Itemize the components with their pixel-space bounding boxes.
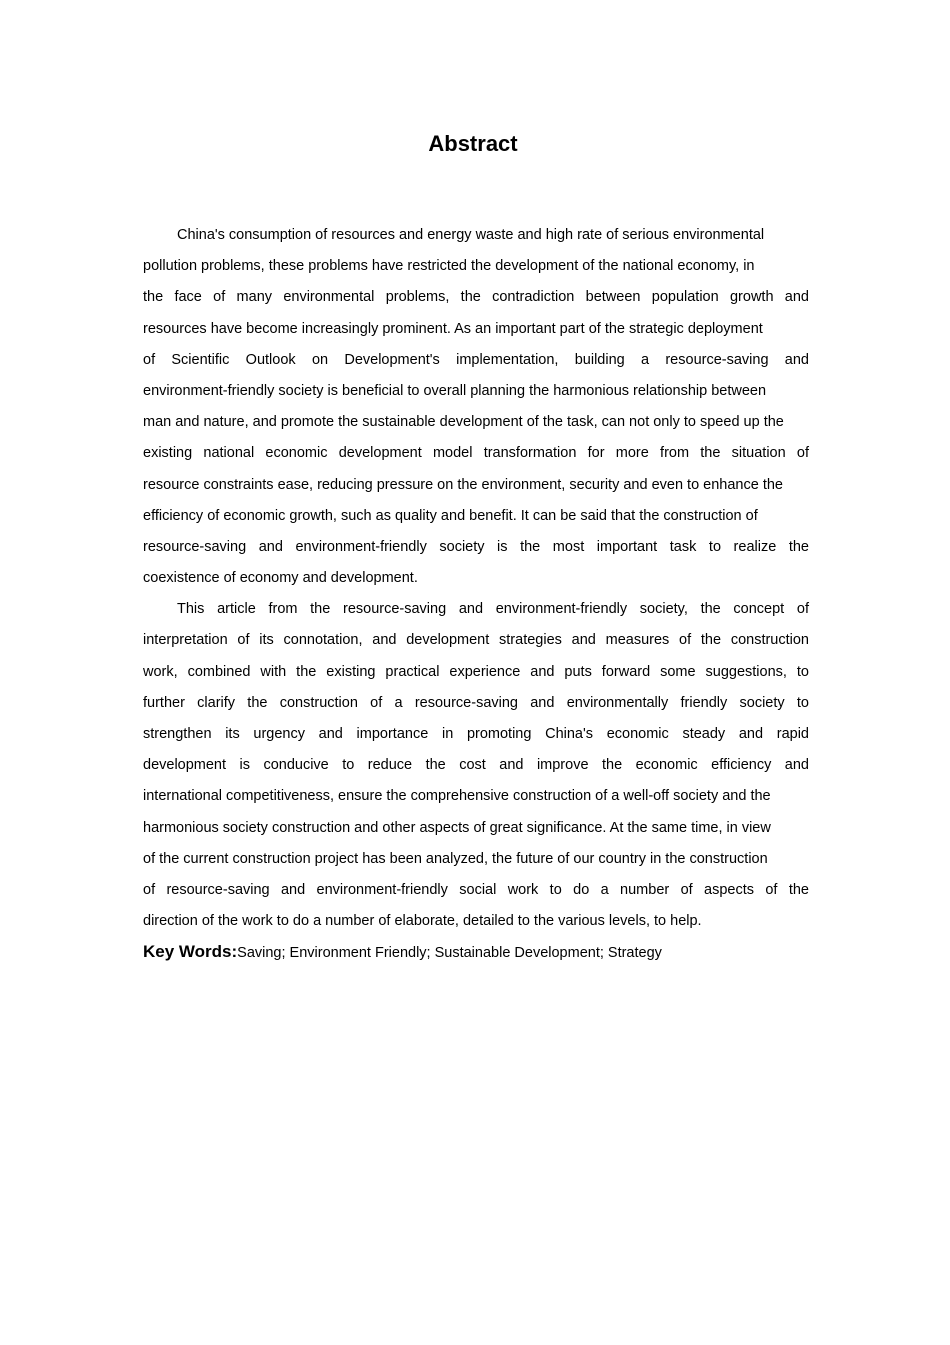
text-line: further clarify the construction of a resource-saving and environmentally friendly society to [143, 694, 809, 711]
text-line: coexistence of economy and development. [143, 570, 418, 587]
text-line: pollution problems, these problems have restricted the development of the national economy, in [143, 258, 755, 275]
text-line: interpretation of its connotation, and development strategies and measures of the construction [143, 632, 809, 649]
text-line: resources have become increasingly prominent. As an important part of the strategic deployment [143, 320, 763, 337]
text-line: international competitiveness, ensure the comprehensive construction of a well-off society and the [143, 788, 771, 805]
text-line: development is conducive to reduce the cost and improve the economic efficiency and [143, 757, 809, 774]
text-line: harmonious society construction and other aspects of great significance. At the same time, in view [143, 819, 771, 836]
abstract-body [143, 220, 809, 937]
text-line: of the current construction project has been analyzed, the future of our country in the construction [143, 850, 768, 867]
text-line: environment-friendly society is beneficial to overall planning the harmonious relationship between [143, 382, 767, 399]
text-line: resource-saving and environment-friendly society is the most important task to realize the [143, 538, 809, 555]
text-line: the face of many environmental problems, the contradiction between population growth and [143, 289, 809, 306]
text-line: work, combined with the existing practical experience and puts forward some suggestions, to [143, 663, 809, 680]
text-line: existing national economic development model transformation for more from the situation of [143, 445, 809, 462]
text-line: strengthen its urgency and importance in promoting China's economic steady and rapid [143, 726, 809, 742]
text-line: resource constraints ease, reducing pressure on the environment, security and even to enhance the [143, 476, 783, 493]
page-title: Abstract [428, 131, 518, 156]
text-line: of Scientific Outlook on Development's implementation, building a resource-saving and [143, 351, 809, 368]
keywords-text: Saving; Environment Friendly; Sustainable Development; Strategy [237, 945, 662, 961]
text-line: China's consumption of resources and energy waste and high rate of serious environmental [177, 227, 765, 243]
abstract-paragraph-1 [143, 220, 809, 594]
text-line: direction of the work to do a number of elaborate, detailed to the various levels, to help. [143, 913, 702, 930]
keywords-label: Key Words: [143, 942, 238, 961]
abstract-paragraph-2 [143, 594, 809, 937]
text-line: efficiency of economic growth, such as quality and benefit. It can be said that the construction of [143, 507, 758, 524]
text-line: of resource-saving and environment-friendly social work to do a number of aspects of the [143, 881, 809, 898]
text-line: man and nature, and promote the sustainable development of the task, can not only to speed up the [143, 414, 784, 431]
text-line: This article from the resource-saving and environment-friendly society, the concept of [177, 601, 809, 618]
keywords-line [143, 940, 809, 965]
